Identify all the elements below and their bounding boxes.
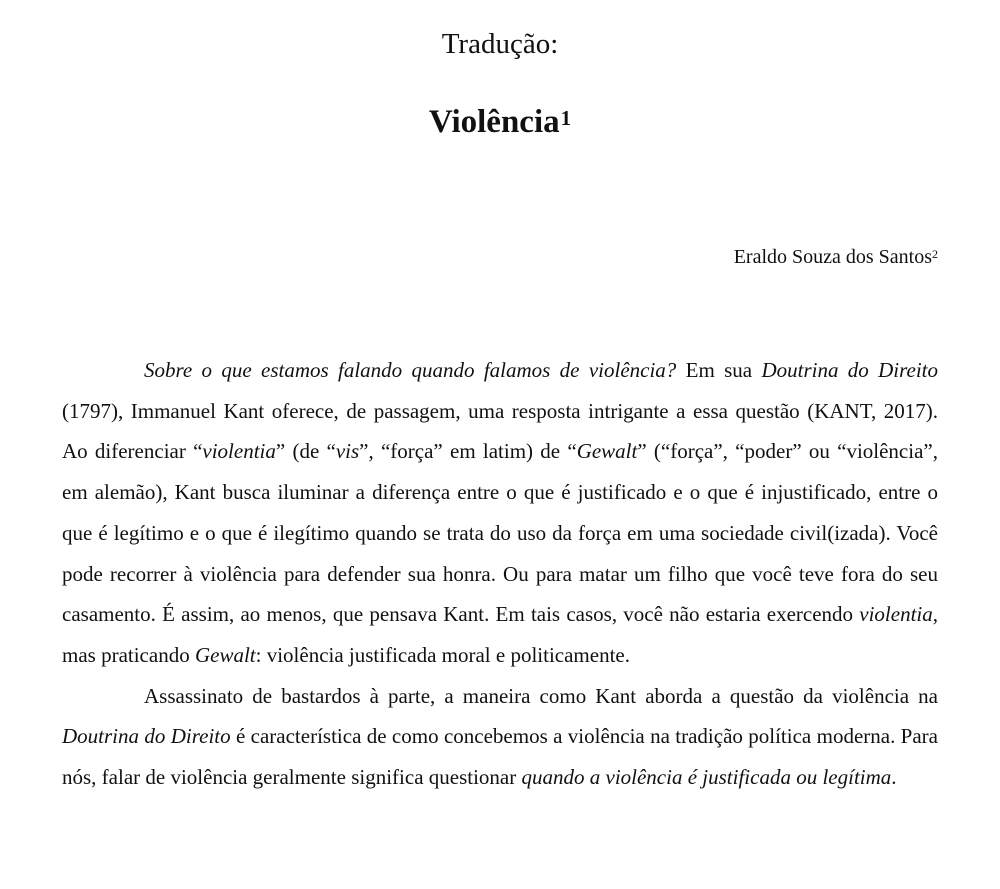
paragraph-2 [62,676,938,798]
text-segment: ” (de “ [275,439,336,464]
text-segment: Em sua [676,358,762,382]
text-segment: ” (“força”, “poder” ou “violência”, em alemão), Kant busca iluminar a diferença entre o que é justificado e o que é injustificado, entre o que é legítimo e o que é ilegítimo quando se trata do uso da força em uma sociedade civil(izada). Você pode recorrer à violência para defender sua honra. Ou para matar um filho que você teve fora do seu casamento. É assim, ao menos, que pensava Kant. Em tais casos, você não estaria exercendo [62,439,938,627]
text-segment: . [891,765,897,790]
article-title-text: Violência [428,104,560,140]
text-segment: ”, “força” em latim) de “ [359,439,577,464]
text-segment: Doutrina do Direito [62,724,231,749]
text-segment: (1797), Immanuel Kant oferece, de passagem, uma resposta intrigante a essa questão (KANT, 2017). Ao diferenciar “ [62,398,938,464]
text-segment: : violência justificada moral e politicamente. [255,642,630,667]
text-segment: Assassinato de bastardos à parte, a maneira como Kant aborda a questão da violência na [144,683,938,708]
text-segment: Gewalt [576,439,638,464]
text-segment: vis [335,439,360,464]
text-segment: Doutrina do Direito [761,358,939,382]
author-footnote-marker[interactable]: 2 [932,247,938,261]
text-segment: Gewalt [194,642,256,667]
text-segment: violentia [859,602,933,627]
title-footnote-marker[interactable]: 1 [560,106,572,130]
paragraph-1 [62,350,938,676]
article-title [0,100,1000,144]
text-segment: quando a violência é justificada ou legítima [521,765,892,790]
translation-label: Tradução: [441,28,559,60]
text-segment: , mas praticando [62,602,938,667]
author-name: Eraldo Souza dos Santos [733,246,932,268]
text-segment: violentia [202,439,276,464]
text-segment: Sobre o que estamos falando quando falamos de violência? [144,358,677,382]
text-segment: é característica de como concebemos a violência na tradição política moderna. Para nós, falar de violência geralmente significa questionar [62,724,938,790]
author-byline [734,243,938,271]
article-body [62,350,938,798]
